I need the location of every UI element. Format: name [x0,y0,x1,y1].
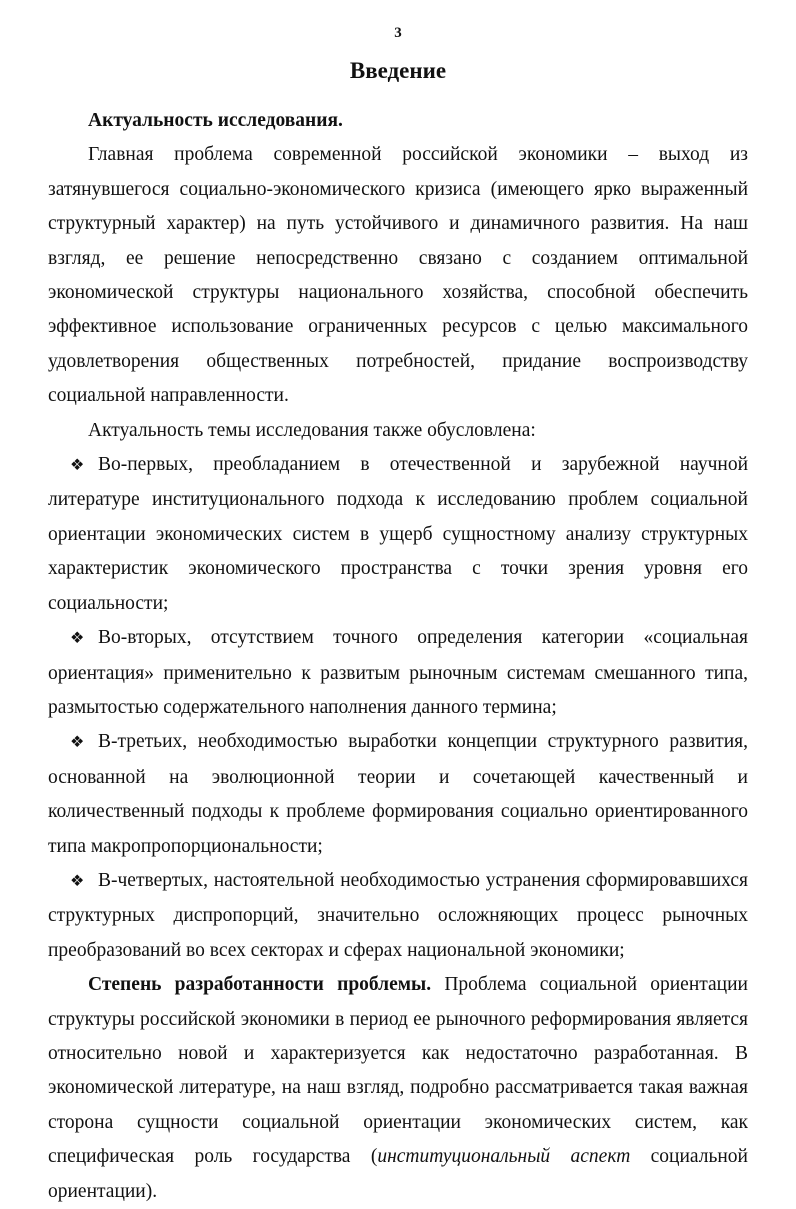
diamond-bullet-icon: ❖ [70,872,85,890]
bullet-text: Во-вторых, отсутствием точного определения категории «социальная ориентация» применительно к развитым рыночным системам смешанного типа, размытостью содержательного наполнения данного термина; [48,627,748,718]
diamond-bullet-icon: ❖ [70,734,85,752]
paragraph-degree-of-development [48,968,748,1209]
paragraph-relevance-intro: Актуальность темы исследования также обусловлена: [88,419,536,441]
paragraph-main-problem: Главная проблема современной российской экономики – выход из затянувшегося социально-экономического кризиса (имеющего ярко выраженный структурный характер) на путь устойчивого и динамичного развития. На наш взгляд, ее решение непосредственно связано с созданием оптимальной экономической структуры национального хозяйства, способной обеспечить эффективное использование ограниченных ресурсов с целью максимального удовлетворения общественных потребностей, придание воспроизводству социальной направленности. [48,144,748,407]
section-heading-relevance: Актуальность исследования. [88,110,343,131]
page-number: 3 [394,25,402,41]
bullet-item [48,725,748,864]
degree-italic-term: институциональный аспект [377,1146,631,1168]
bullet-text: В-четвертых, настоятельной необходимостью устранения сформировавшихся структурных диспропорций, значительно осложняющих процесс рыночных преобразований во всех секторах и сферах национальной экономики; [48,869,748,961]
diamond-bullet-icon: ❖ [70,457,85,475]
bullet-text: В-третьих, необходимостью выработки концепции структурного развития, основанной на эволюционной теории и сочетающей качественный и количественный подходы к проблеме формирования социально ориентированного типа макропропорциональности; [48,731,748,857]
bullet-item [48,621,748,725]
bullet-item [48,864,748,968]
section-heading-degree: Степень разработанности проблемы. [88,974,432,996]
diamond-bullet-icon: ❖ [70,630,85,648]
bullet-item [48,448,748,621]
degree-text-part-1: Проблема социальной ориентации структуры российской экономики в период ее рыночного реформирования является относительно новой и характеризуется как недостаточно разработанная. В экономической литературе, на наш взгляд, подробно рассматривается такая важная сторона сущности социальной ориентации экономических систем, как специфическая роль государства ( [48,974,748,1168]
document-body [48,104,748,1209]
page-title: Введение [349,58,447,83]
bullet-text: Во-первых, преобладанием в отечественной и зарубежной научной литературе институционального подхода к исследованию проблем социальной ориентации экономических систем в ущерб сущностному анализу структурных характеристик экономического пространства с точки зрения уровня его социальности; [48,454,748,614]
degree-text-part-2: социальной ориентации). [48,1146,748,1202]
